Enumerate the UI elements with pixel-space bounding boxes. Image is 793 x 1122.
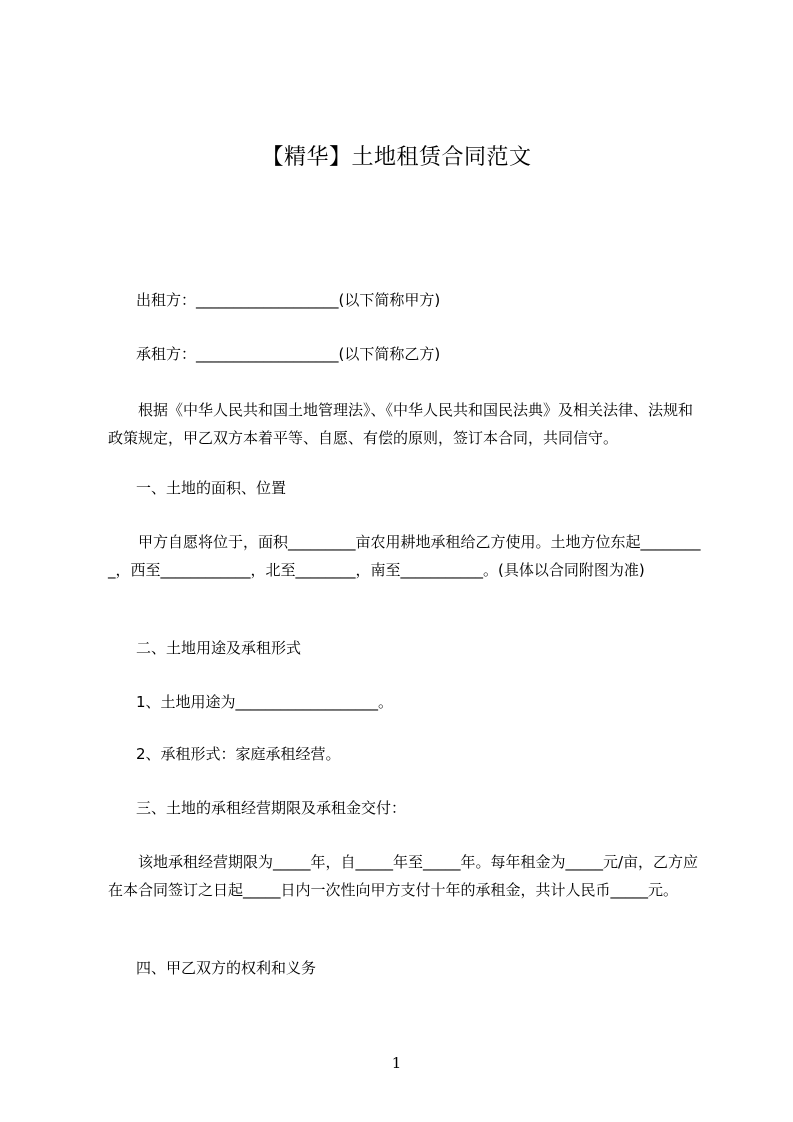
section3-body: 该地承租经营期限为_____年，自_____年至_____年。每年租金为_____元/亩，乙方应在本合同签订之日起_____日内一次性向甲方支付十年的承租金，共计人民币_____元。 [108, 853, 699, 899]
section1-body: 甲方自愿将位于，面积_________亩农用耕地承租给乙方使用。土地方位东起_________，西至____________，北至________，南至___________。(具体以合同附图为准) [108, 533, 701, 579]
section1-heading: 一、土地的面积、位置 [136, 479, 287, 497]
lessor-line: 出租方：___________________(以下简称甲方) [136, 291, 441, 309]
section2-heading: 二、土地用途及承租形式 [136, 639, 302, 657]
section2-item2: 2、承租形式：家庭承租经营。 [136, 745, 341, 763]
document-title: 【精华】土地租赁合同范文 [261, 145, 532, 170]
section4-heading: 四、甲乙双方的权利和义务 [136, 959, 317, 977]
page-number: 1 [391, 1054, 402, 1072]
section2-item1: 1、土地用途为___________________。 [136, 693, 394, 711]
lessee-line: 承租方：___________________(以下简称乙方) [136, 345, 441, 363]
section3-heading: 三、土地的承租经营期限及承租金交付： [136, 799, 407, 817]
intro-paragraph: 根据《中华人民共和国土地管理法》、《中华人民共和国民法典》及相关法律、法规和政策规定，甲乙双方本着平等、自愿、有偿的原则，签订本合同，共同信守。 [108, 401, 694, 447]
